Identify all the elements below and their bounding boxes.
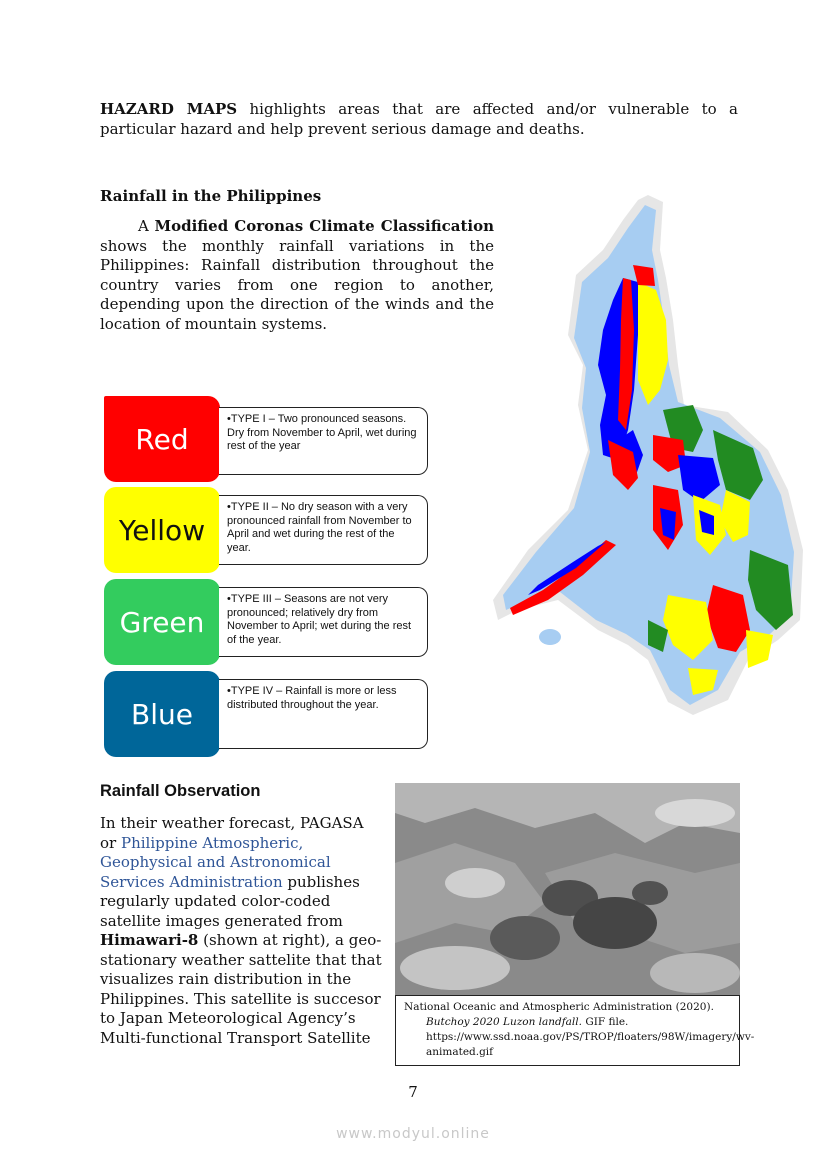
legend-yellow-label: Yellow: [118, 513, 206, 547]
legend-green-box: [104, 579, 220, 665]
himawari-satellite-image: [395, 783, 740, 996]
legend-type4-description: •TYPE IV – Rainfall is more or less distributed throughout the year.: [219, 679, 428, 749]
observation-text-1: In their weather forecast, PAGASA or: [100, 814, 364, 852]
legend-red-label: Red: [135, 422, 189, 456]
rainfall-paragraph: [100, 217, 494, 334]
rainfall-intro: A: [138, 217, 155, 235]
observation-text-2: publishes regularly updated color-coded satellite images generated from: [100, 872, 360, 930]
legend-blue-label: Blue: [131, 697, 193, 731]
observation-text-3: (shown at right), a geo-stationary weather sattelite that that visualizes rain distribution in the Philippines. This satellite is succesor to Japan Meteorological Agency’s Multi-functional Transport Satellite: [100, 931, 382, 1047]
caption-link-text: GIF file. https://www.ssd.noaa.gov/PS/TROP/floaters/98W/imagery/wv-animated.gif: [426, 1016, 755, 1058]
legend-yellow-box: [104, 487, 220, 573]
hazard-maps-term: HAZARD MAPS: [100, 100, 238, 118]
rainfall-observation-paragraph: [100, 814, 382, 1048]
hazard-maps-text: highlights areas that are affected and/or vulnerable to a particular hazard and help prevent serious damage and deaths.: [100, 100, 739, 138]
rainfall-observation-heading: Rainfall Observation: [100, 782, 261, 800]
philippines-climate-map: [488, 190, 808, 720]
legend-green-label: Green: [119, 605, 205, 639]
footer-watermark: www.modyul.online: [336, 1126, 490, 1142]
hazard-maps-paragraph: [100, 100, 738, 139]
page-number: 7: [408, 1083, 418, 1101]
legend-type1-description: •TYPE I – Two pronounced seasons. Dry from November to April, wet during rest of the year: [219, 407, 428, 475]
legend-red-box: [104, 396, 220, 482]
caption-source: National Oceanic and Atmospheric Administration (2020).: [404, 1001, 714, 1013]
rainfall-heading: Rainfall in the Philippines: [100, 187, 322, 205]
rainfall-text: shows the monthly rainfall variations in the Philippines: Rainfall distribution throughout the country varies from one region to another, depending upon the direction of the winds and the location of mountain systems.: [100, 236, 494, 333]
legend-type2-description: •TYPE II – No dry season with a very pronounced rainfall from November to April and wet during the rest of the year.: [219, 495, 428, 565]
caption-title: Butchoy 2020 Luzon landfall.: [426, 1016, 582, 1028]
legend-type3-description: •TYPE III – Seasons are not very pronounced; relatively dry from November to April; wet during the rest of the year.: [219, 587, 428, 657]
rainfall-classification-term: Modified Coronas Climate Classification: [154, 217, 494, 235]
himawari-term: Himawari-8: [100, 931, 199, 949]
pagasa-full-name: Philippine Atmospheric, Geophysical and Astronomical Services Administration: [100, 833, 331, 891]
legend-blue-box: [104, 671, 220, 757]
satellite-image-caption: [395, 995, 755, 1066]
